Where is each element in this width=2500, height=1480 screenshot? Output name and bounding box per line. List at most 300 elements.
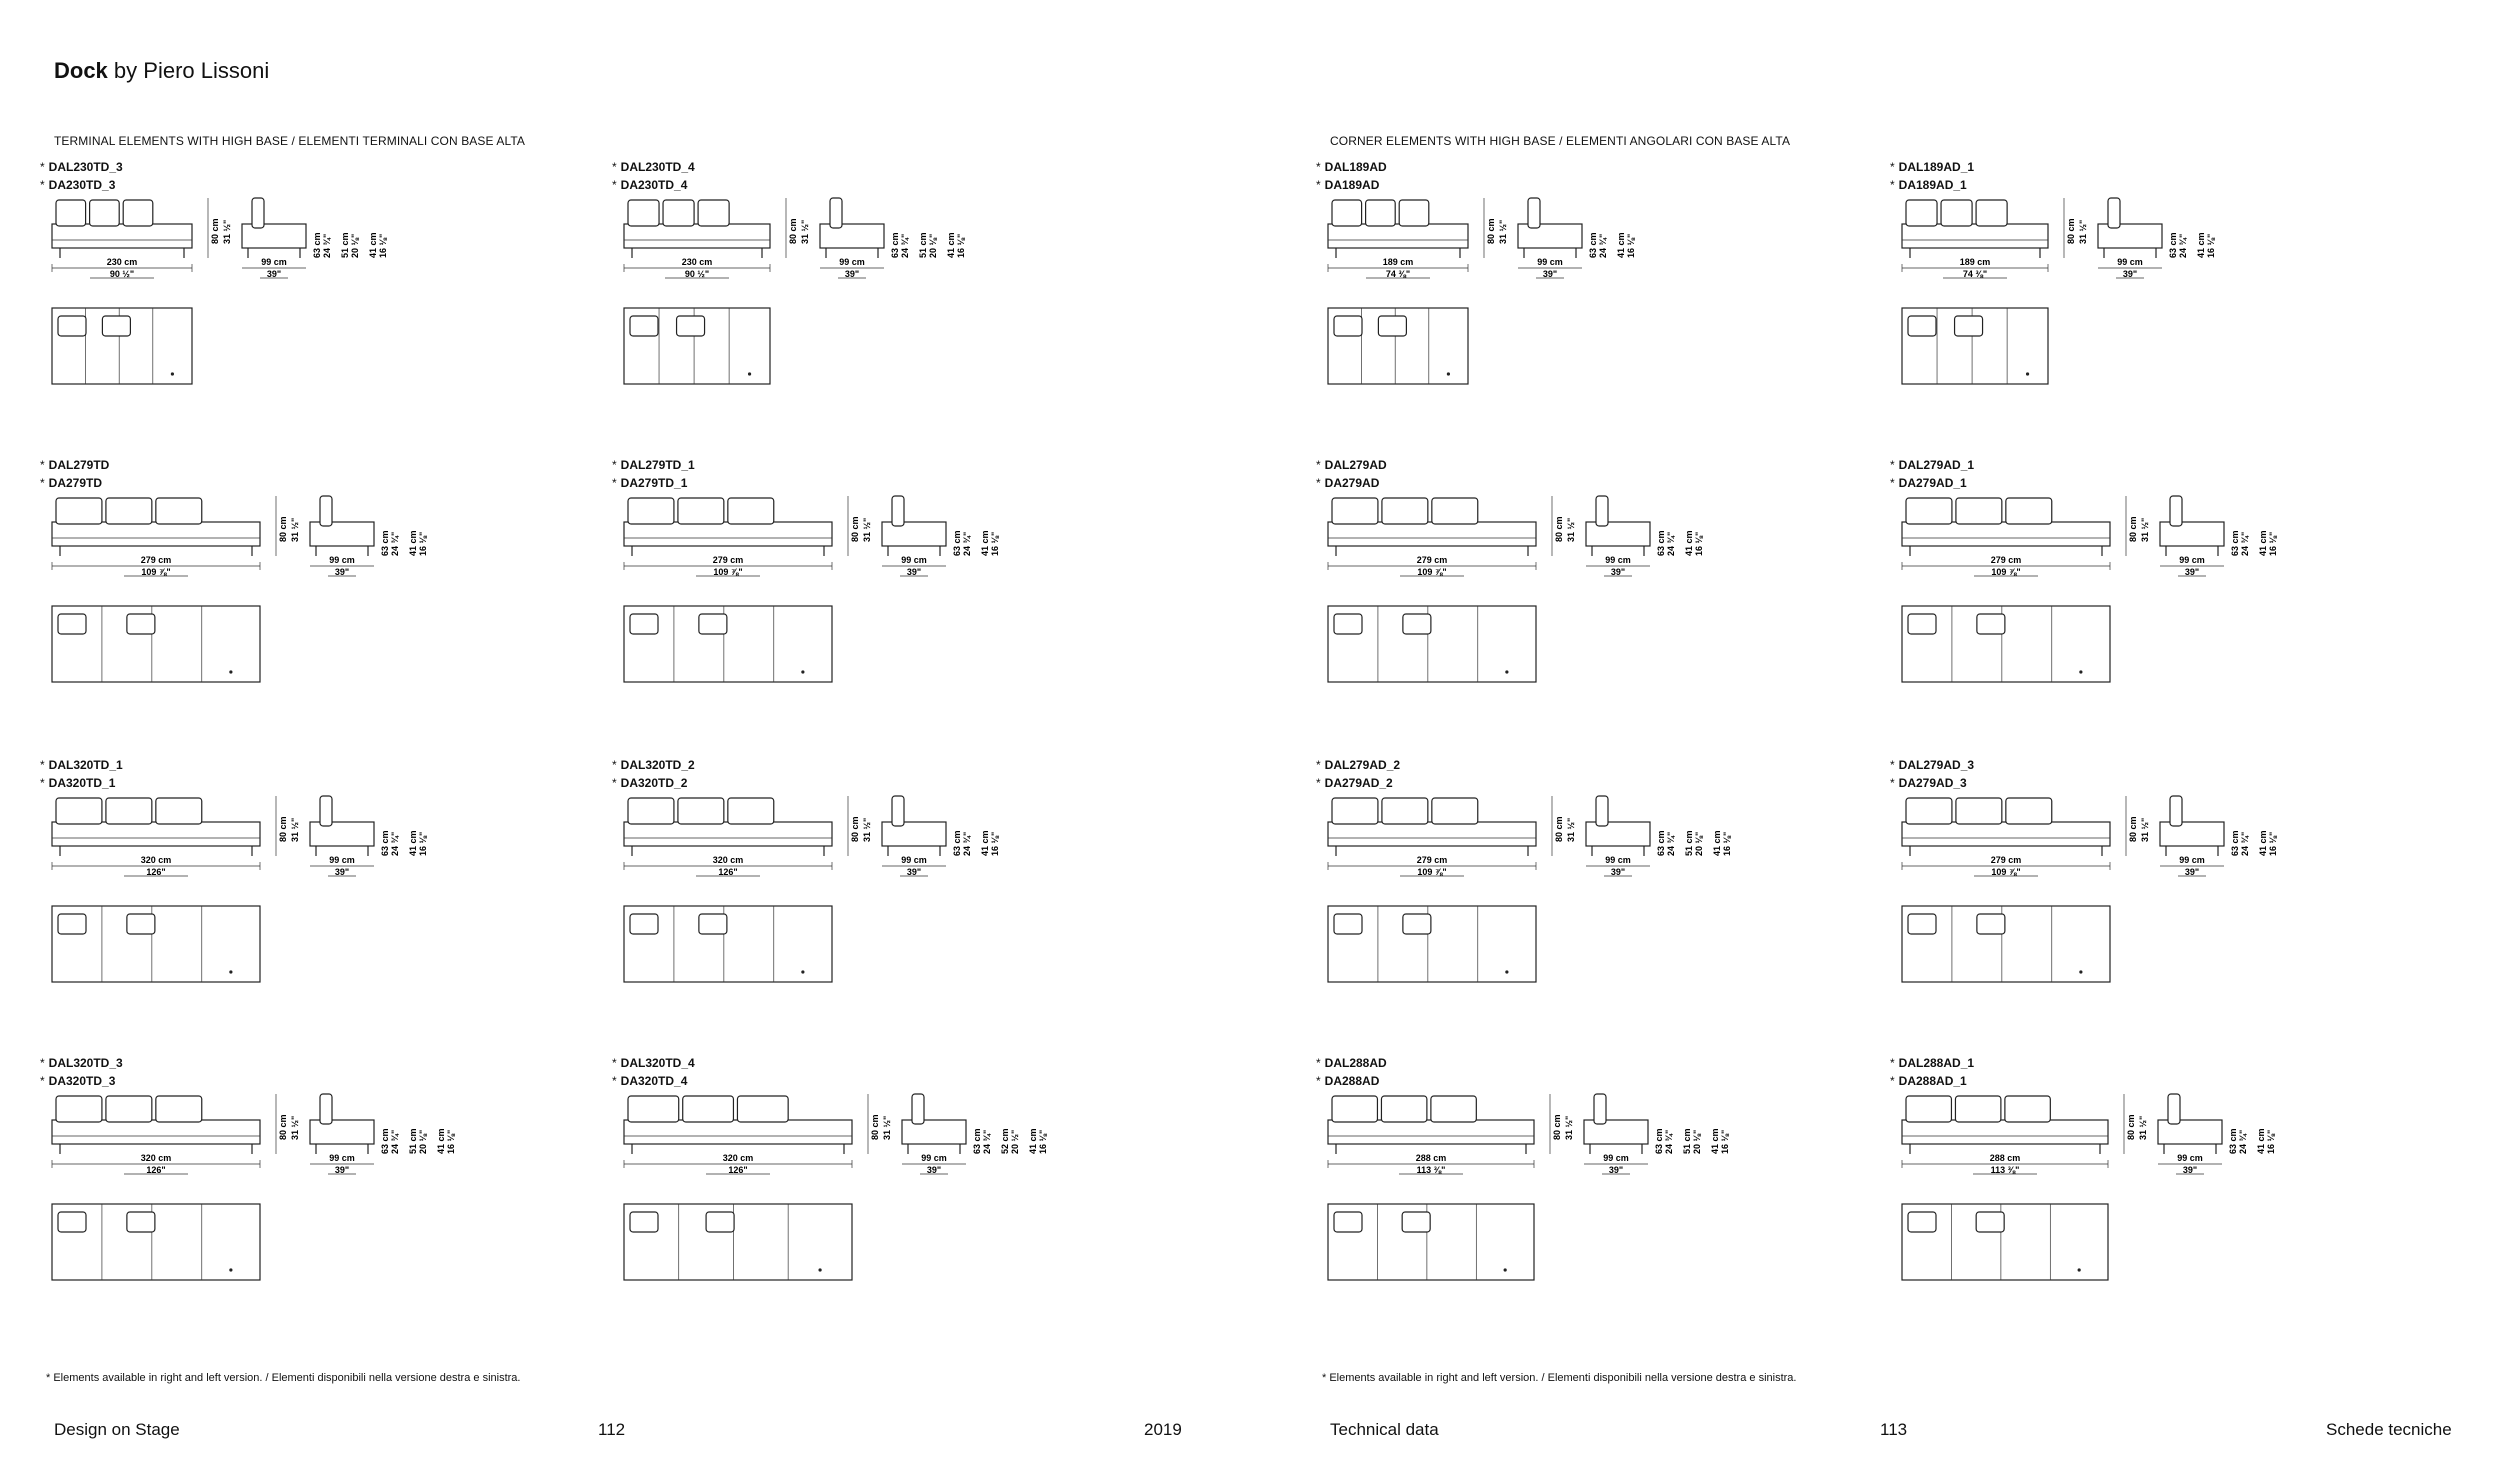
height-cm: 80 cm — [210, 218, 220, 244]
seat-height-label: 63 cm — [890, 232, 900, 258]
model-code-line — [612, 176, 695, 194]
model-code: DAL288AD — [1324, 1056, 1387, 1070]
model-code-line — [1316, 176, 1387, 194]
front-view — [1902, 198, 2088, 279]
model-codes — [1316, 1054, 1387, 1090]
seat-height-label: 41 cm — [2256, 1128, 2266, 1154]
footnote-left: * Elements available in right and left version. / Elementi disponibili nella versione destra e sinistra. — [46, 1372, 521, 1384]
plan-view — [52, 606, 260, 682]
model-codes — [1890, 456, 1974, 492]
seat-height-label: 51 cm — [1684, 830, 1694, 856]
width-cm: 288 cm — [1989, 1153, 2021, 1163]
depth-inches: 39" — [1608, 1165, 1624, 1175]
model-code-line — [1890, 774, 1974, 792]
width-inches: 90 ½" — [684, 269, 710, 279]
model-code: DAL230TD_4 — [620, 160, 695, 174]
height-inches: 31 ½" — [2138, 1115, 2148, 1140]
height-inches: 31 ½" — [862, 817, 872, 842]
seat-height-label: 24 ¾" — [1598, 233, 1608, 258]
height-cm: 80 cm — [788, 218, 798, 244]
sofa-drawing — [622, 496, 1142, 736]
model-code-line — [1890, 158, 1974, 176]
sofa-drawing — [1900, 496, 2420, 736]
depth-inches: 39" — [334, 1165, 350, 1175]
height-cm: 80 cm — [2126, 1114, 2136, 1140]
width-inches: 109 ⅞" — [141, 567, 171, 577]
seat-height-label: 24 ¾" — [1664, 1129, 1674, 1154]
footer-right-tail: Schede tecniche — [2326, 1420, 2452, 1439]
depth-inches: 39" — [844, 269, 860, 279]
model-code-line — [612, 756, 695, 774]
plan-view — [624, 308, 770, 384]
seat-height-label: 41 cm — [2258, 830, 2268, 856]
model-codes — [1316, 756, 1400, 792]
height-cm: 80 cm — [1554, 516, 1564, 542]
asterisk-mark: * — [612, 1056, 617, 1070]
side-view — [902, 1094, 1048, 1175]
model-code-line — [1890, 1072, 1974, 1090]
seat-height-label: 16 ⅛" — [990, 531, 1000, 556]
model-code-line — [1890, 176, 1974, 194]
seat-height-label: 41 cm — [408, 530, 418, 556]
model-code-line — [612, 1054, 695, 1072]
width-inches: 109 ⅞" — [713, 567, 743, 577]
plan-view — [624, 606, 832, 682]
width-cm: 230 cm — [106, 257, 138, 267]
seat-height-label: 41 cm — [946, 232, 956, 258]
asterisk-mark: * — [612, 160, 617, 174]
front-view — [624, 496, 872, 577]
depth-cm: 99 cm — [1537, 257, 1563, 267]
depth-cm: 99 cm — [329, 855, 355, 865]
model-code: DA230TD_3 — [48, 178, 116, 192]
model-code-line — [40, 158, 123, 176]
depth-cm: 99 cm — [2177, 1153, 2203, 1163]
model-code: DAL279TD_1 — [620, 458, 695, 472]
model-code-line — [40, 1054, 123, 1072]
height-cm: 80 cm — [2066, 218, 2076, 244]
asterisk-mark: * — [40, 758, 45, 772]
model-code: DAL320TD_4 — [620, 1056, 695, 1070]
height-cm: 80 cm — [870, 1114, 880, 1140]
plan-view — [1902, 606, 2110, 682]
asterisk-mark: * — [40, 1074, 45, 1088]
asterisk-mark: * — [1316, 178, 1321, 192]
seat-height-label: 63 cm — [1656, 830, 1666, 856]
sofa-drawing — [50, 496, 570, 736]
plan-view — [1902, 308, 2048, 384]
seat-height-label: 16 ⅛" — [956, 233, 966, 258]
width-cm: 230 cm — [681, 257, 713, 267]
sofa-drawing — [622, 796, 1142, 1036]
sofa-drawing — [1326, 496, 1846, 736]
asterisk-mark: * — [612, 1074, 617, 1088]
model-codes — [40, 756, 123, 792]
model-code: DAL320TD_1 — [48, 758, 123, 772]
sofa-drawing — [1326, 796, 1846, 1036]
model-codes — [612, 756, 695, 792]
plan-view — [1328, 606, 1536, 682]
asterisk-mark: * — [1890, 1056, 1895, 1070]
seat-height-label: 24 ¾" — [900, 233, 910, 258]
seat-height-label: 63 cm — [972, 1128, 982, 1154]
sofa-drawing — [1900, 1094, 2420, 1334]
seat-height-label: 63 cm — [380, 1128, 390, 1154]
side-view — [882, 796, 1000, 877]
seat-height-label: 16 ⅛" — [378, 233, 388, 258]
seat-height-label: 24 ¾" — [390, 531, 400, 556]
seat-height-label: 41 cm — [368, 232, 378, 258]
seat-height-label: 41 cm — [980, 830, 990, 856]
model-code: DA320TD_4 — [620, 1074, 688, 1088]
seat-height-label: 63 cm — [952, 830, 962, 856]
width-cm: 279 cm — [1990, 555, 2022, 565]
depth-inches: 39" — [334, 567, 350, 577]
height-cm: 80 cm — [850, 516, 860, 542]
model-code: DA320TD_1 — [48, 776, 116, 790]
model-code-line — [40, 774, 123, 792]
model-codes — [40, 456, 109, 492]
height-inches: 31 ½" — [290, 817, 300, 842]
footnote-right: * Elements available in right and left version. / Elementi disponibili nella versione destra e sinistra. — [1322, 1372, 1797, 1384]
model-code-line — [40, 176, 123, 194]
seat-height-label: 41 cm — [1684, 530, 1694, 556]
seat-height-label: 16 ⅛" — [418, 531, 428, 556]
seat-height-label: 41 cm — [408, 830, 418, 856]
depth-inches: 39" — [2122, 269, 2138, 279]
asterisk-mark: * — [1890, 160, 1895, 174]
height-inches: 31 ½" — [1566, 817, 1576, 842]
side-view — [2160, 496, 2278, 577]
height-cm: 80 cm — [1552, 1114, 1562, 1140]
width-inches: 113 ⅜" — [1990, 1165, 2020, 1175]
width-cm: 279 cm — [712, 555, 744, 565]
model-code-line — [40, 1072, 123, 1090]
plan-view — [1902, 1204, 2108, 1280]
side-view — [1586, 796, 1732, 877]
height-cm: 80 cm — [278, 816, 288, 842]
seat-height-label: 16 ⅛" — [1038, 1129, 1048, 1154]
model-code: DA279TD — [48, 476, 103, 490]
width-inches: 126" — [718, 867, 738, 877]
depth-cm: 99 cm — [261, 257, 287, 267]
model-codes — [40, 158, 123, 194]
height-cm: 80 cm — [2128, 516, 2138, 542]
model-code-line — [1316, 1054, 1387, 1072]
height-cm: 80 cm — [2128, 816, 2138, 842]
depth-cm: 99 cm — [2179, 555, 2205, 565]
asterisk-mark: * — [1316, 776, 1321, 790]
asterisk-mark: * — [1890, 458, 1895, 472]
model-code: DAL189AD — [1324, 160, 1387, 174]
plan-view — [624, 906, 832, 982]
sofa-drawing — [1326, 1094, 1846, 1334]
brand-name: Dock — [54, 58, 108, 83]
depth-inches: 39" — [266, 269, 282, 279]
front-view — [1902, 1094, 2148, 1175]
model-code: DA189AD — [1324, 178, 1380, 192]
model-code-line — [40, 756, 123, 774]
side-view — [820, 198, 966, 279]
height-inches: 31 ½" — [800, 219, 810, 244]
side-view — [310, 496, 428, 577]
width-cm: 189 cm — [1959, 257, 1991, 267]
front-view — [52, 796, 300, 877]
width-inches: 109 ⅞" — [1991, 867, 2021, 877]
seat-height-label: 16 ⅛" — [1722, 831, 1732, 856]
seat-height-label: 63 cm — [1656, 530, 1666, 556]
front-view — [624, 796, 872, 877]
side-view — [1584, 1094, 1730, 1175]
asterisk-mark: * — [40, 1056, 45, 1070]
depth-cm: 99 cm — [329, 1153, 355, 1163]
seat-height-label: 52 cm — [1000, 1128, 1010, 1154]
side-view — [882, 496, 1000, 577]
width-inches: 74 ⅜" — [1962, 269, 1988, 279]
width-inches: 74 ⅜" — [1385, 269, 1411, 279]
width-inches: 109 ⅞" — [1417, 867, 1447, 877]
model-code-line — [1316, 1072, 1387, 1090]
asterisk-mark: * — [40, 776, 45, 790]
model-codes — [40, 1054, 123, 1090]
front-view — [52, 496, 300, 577]
model-code: DA279AD_2 — [1324, 776, 1393, 790]
seat-height-label: 41 cm — [1616, 232, 1626, 258]
height-inches: 31 ½" — [2140, 817, 2150, 842]
model-code: DAL189AD_1 — [1898, 160, 1975, 174]
height-inches: 31 ½" — [2140, 517, 2150, 542]
seat-height-label: 63 cm — [2230, 830, 2240, 856]
side-view — [310, 1094, 456, 1175]
depth-cm: 99 cm — [901, 855, 927, 865]
footer-right-page: 113 — [1880, 1420, 1908, 1439]
height-inches: 31 ½" — [290, 517, 300, 542]
seat-height-label: 24 ¾" — [2178, 233, 2188, 258]
depth-inches: 39" — [2184, 867, 2200, 877]
depth-cm: 99 cm — [839, 257, 865, 267]
seat-height-label: 24 ¾" — [982, 1129, 992, 1154]
front-view — [624, 198, 810, 279]
asterisk-mark: * — [1316, 160, 1321, 174]
sofa-drawing — [1326, 198, 1846, 438]
seat-height-label: 63 cm — [380, 530, 390, 556]
height-cm: 80 cm — [1486, 218, 1496, 244]
footer-right-label: Technical data — [1330, 1420, 1439, 1439]
front-view — [1328, 198, 1508, 279]
asterisk-mark: * — [1316, 1056, 1321, 1070]
depth-cm: 99 cm — [329, 555, 355, 565]
seat-height-label: 16 ⅛" — [1626, 233, 1636, 258]
plan-view — [1902, 906, 2110, 982]
width-inches: 126" — [728, 1165, 748, 1175]
model-code: DAL279AD_3 — [1898, 758, 1975, 772]
width-cm: 320 cm — [140, 1153, 172, 1163]
seat-height-label: 24 ¾" — [390, 1129, 400, 1154]
seat-height-label: 24 ¾" — [390, 831, 400, 856]
asterisk-mark: * — [612, 458, 617, 472]
depth-inches: 39" — [1610, 867, 1626, 877]
depth-inches: 39" — [2184, 567, 2200, 577]
seat-height-label: 51 cm — [340, 232, 350, 258]
model-codes — [612, 1054, 695, 1090]
front-view — [52, 198, 232, 279]
depth-inches: 39" — [334, 867, 350, 877]
seat-height-label: 20 ⅛" — [1694, 831, 1704, 856]
designer-name: by Piero Lissoni — [113, 58, 270, 83]
seat-height-label: 41 cm — [1712, 830, 1722, 856]
side-view — [310, 796, 428, 877]
height-inches: 31 ½" — [2078, 219, 2088, 244]
model-code: DA288AD_1 — [1898, 1074, 1967, 1088]
seat-height-label: 41 cm — [2196, 232, 2206, 258]
asterisk-mark: * — [40, 476, 45, 490]
model-codes — [1890, 158, 1974, 194]
section-title-terminal: TERMINAL ELEMENTS WITH HIGH BASE / ELEMENTI TERMINALI CON BASE ALTA — [54, 134, 526, 148]
model-codes — [1316, 456, 1387, 492]
model-code: DAL320TD_2 — [620, 758, 695, 772]
asterisk-mark: * — [40, 178, 45, 192]
plan-view — [52, 1204, 260, 1280]
model-code: DAL279AD_2 — [1324, 758, 1401, 772]
asterisk-mark: * — [40, 458, 45, 472]
asterisk-mark: * — [1890, 776, 1895, 790]
seat-height-label: 16 ⅛" — [2268, 531, 2278, 556]
model-code-line — [612, 1072, 695, 1090]
model-code-line — [1316, 456, 1387, 474]
asterisk-mark: * — [1316, 1074, 1321, 1088]
model-code-line — [40, 474, 109, 492]
asterisk-mark: * — [1316, 458, 1321, 472]
model-code-line — [1316, 474, 1387, 492]
side-view — [1518, 198, 1636, 279]
seat-height-label: 63 cm — [1588, 232, 1598, 258]
asterisk-mark: * — [612, 476, 617, 490]
model-code: DA279TD_1 — [620, 476, 688, 490]
model-code-line — [1316, 158, 1387, 176]
width-cm: 288 cm — [1415, 1153, 1447, 1163]
plan-view — [52, 308, 192, 384]
plan-view — [1328, 1204, 1534, 1280]
seat-height-label: 24 ¾" — [2238, 1129, 2248, 1154]
height-inches: 31 ½" — [862, 517, 872, 542]
model-codes — [1890, 1054, 1974, 1090]
seat-height-label: 20 ⅛" — [418, 1129, 428, 1154]
seat-height-label: 41 cm — [980, 530, 990, 556]
height-inches: 31 ½" — [222, 219, 232, 244]
model-code-line — [1316, 774, 1400, 792]
model-code-line — [40, 456, 109, 474]
width-cm: 279 cm — [1416, 855, 1448, 865]
width-cm: 320 cm — [140, 855, 172, 865]
seat-height-label: 24 ¾" — [1666, 831, 1676, 856]
seat-height-label: 20 ⅛" — [928, 233, 938, 258]
width-cm: 279 cm — [1416, 555, 1448, 565]
footer-left-year: 2019 — [1144, 1420, 1182, 1439]
width-cm: 279 cm — [1990, 855, 2022, 865]
seat-height-label: 16 ⅛" — [1694, 531, 1704, 556]
front-view — [624, 1094, 892, 1175]
depth-inches: 39" — [1610, 567, 1626, 577]
model-codes — [1316, 158, 1387, 194]
depth-inches: 39" — [906, 567, 922, 577]
sofa-drawing — [50, 1094, 570, 1334]
depth-cm: 99 cm — [2117, 257, 2143, 267]
model-code: DAL288AD_1 — [1898, 1056, 1975, 1070]
sofa-drawing — [1900, 796, 2420, 1036]
asterisk-mark: * — [40, 160, 45, 174]
footer-left-page: 112 — [598, 1420, 626, 1439]
seat-height-label: 41 cm — [1710, 1128, 1720, 1154]
sofa-drawing — [50, 198, 570, 438]
width-inches: 109 ⅞" — [1417, 567, 1447, 577]
model-code: DA279AD_1 — [1898, 476, 1967, 490]
model-code-line — [1316, 756, 1400, 774]
model-code: DAL279TD — [48, 458, 110, 472]
model-codes — [612, 456, 695, 492]
depth-cm: 99 cm — [901, 555, 927, 565]
height-inches: 31 ½" — [882, 1115, 892, 1140]
sofa-drawing — [622, 198, 1142, 438]
depth-cm: 99 cm — [1605, 555, 1631, 565]
height-inches: 31 ½" — [1564, 1115, 1574, 1140]
model-code: DA288AD — [1324, 1074, 1380, 1088]
depth-cm: 99 cm — [1605, 855, 1631, 865]
depth-cm: 99 cm — [2179, 855, 2205, 865]
seat-height-label: 24 ¾" — [962, 531, 972, 556]
plan-view — [624, 1204, 852, 1280]
seat-height-label: 63 cm — [2168, 232, 2178, 258]
front-view — [1328, 1094, 1574, 1175]
model-code-line — [1890, 456, 1974, 474]
model-code: DA230TD_4 — [620, 178, 688, 192]
seat-height-label: 51 cm — [918, 232, 928, 258]
width-cm: 320 cm — [722, 1153, 754, 1163]
width-inches: 126" — [146, 1165, 166, 1175]
depth-inches: 39" — [906, 867, 922, 877]
side-view — [1586, 496, 1704, 577]
side-view — [2158, 1094, 2276, 1175]
seat-height-label: 24 ¾" — [2240, 831, 2250, 856]
model-code-line — [1890, 756, 1974, 774]
height-inches: 31 ½" — [1566, 517, 1576, 542]
front-view — [1328, 496, 1576, 577]
height-cm: 80 cm — [850, 816, 860, 842]
height-cm: 80 cm — [1554, 816, 1564, 842]
model-code-line — [612, 474, 695, 492]
seat-height-label: 24 ¾" — [962, 831, 972, 856]
model-code-line — [1890, 1054, 1974, 1072]
height-cm: 80 cm — [278, 516, 288, 542]
seat-height-label: 63 cm — [380, 830, 390, 856]
seat-height-label: 16 ⅛" — [2268, 831, 2278, 856]
seat-height-label: 63 cm — [2230, 530, 2240, 556]
seat-height-label: 63 cm — [1654, 1128, 1664, 1154]
seat-height-label: 16 ⅛" — [1720, 1129, 1730, 1154]
seat-height-label: 41 cm — [1028, 1128, 1038, 1154]
seat-height-label: 63 cm — [2228, 1128, 2238, 1154]
model-code: DA320TD_2 — [620, 776, 688, 790]
sofa-drawing — [50, 796, 570, 1036]
depth-inches: 39" — [926, 1165, 942, 1175]
asterisk-mark: * — [1890, 178, 1895, 192]
height-inches: 31 ½" — [290, 1115, 300, 1140]
width-cm: 320 cm — [712, 855, 744, 865]
depth-inches: 39" — [1542, 269, 1558, 279]
front-view — [1328, 796, 1576, 877]
sofa-drawing — [1900, 198, 2420, 438]
asterisk-mark: * — [1316, 476, 1321, 490]
height-cm: 80 cm — [278, 1114, 288, 1140]
